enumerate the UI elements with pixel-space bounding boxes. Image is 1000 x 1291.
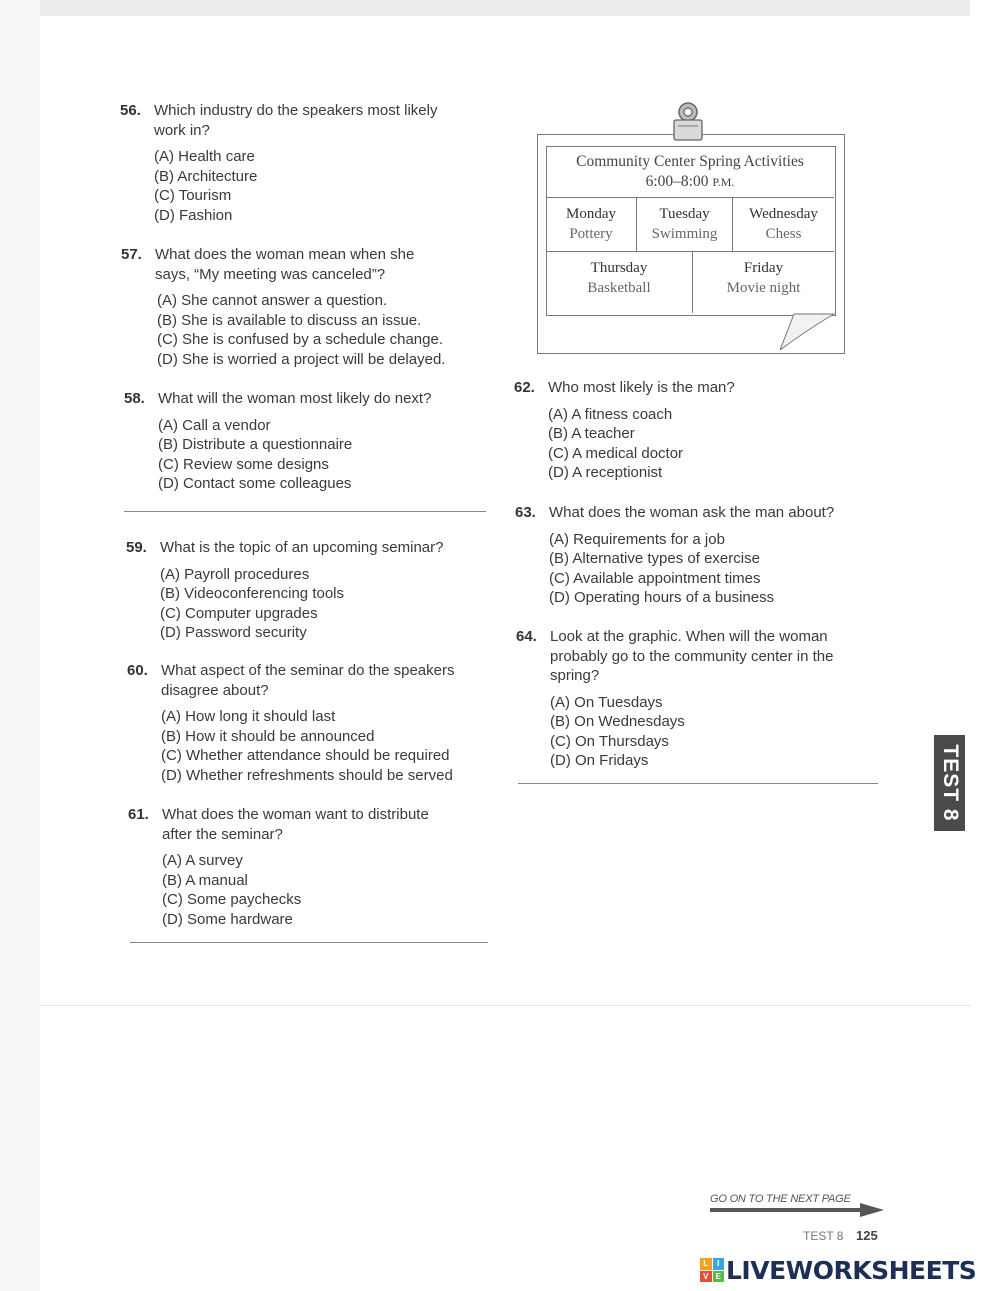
arrow-right-icon	[710, 1203, 884, 1217]
option-b[interactable]: (B) How it should be announced	[161, 727, 375, 745]
option-d[interactable]: (D) Password security	[160, 624, 307, 641]
schedule-time: 6:00–8:00 P.M.	[645, 173, 735, 190]
option-c[interactable]: (C) Available appointment times	[549, 569, 761, 587]
footer-test-label: TEST 8	[803, 1229, 844, 1243]
question-61	[128, 805, 429, 929]
option-d[interactable]: (D) Some hardware	[162, 910, 293, 928]
option-d[interactable]: (D) Contact some colleagues	[158, 475, 352, 492]
question-stem: What does the woman ask the man about?	[549, 504, 835, 521]
option-a[interactable]: (A) On Tuesdays	[550, 693, 663, 711]
answer-options	[157, 291, 445, 369]
answer-options	[160, 565, 443, 643]
option-b[interactable]: (B) Videoconferencing tools	[160, 585, 344, 602]
question-number: 59.	[126, 539, 147, 556]
option-c[interactable]: (C) She is confused by a schedule change.	[157, 331, 444, 348]
page-number: 125	[856, 1228, 878, 1243]
question-number: 62.	[514, 379, 535, 396]
option-b[interactable]: (B) She is available to discuss an issue.	[157, 311, 422, 329]
answer-options	[549, 530, 834, 608]
question-stem: Look at the graphic. When will the woman probably go to the community center in the spring?	[550, 628, 834, 684]
page-curl-icon	[780, 312, 840, 352]
liveworksheets-brand	[700, 1252, 976, 1288]
schedule-cell-tuesday: Tuesday Swimming	[636, 198, 732, 251]
option-a[interactable]: (A) Payroll procedures	[160, 565, 310, 583]
schedule-title: Community Center Spring Activities	[576, 153, 804, 170]
page-edge-shade	[0, 0, 40, 1291]
binder-clip-icon	[668, 100, 708, 142]
answer-options	[550, 693, 834, 771]
option-d[interactable]: (D) A receptionist	[548, 464, 663, 481]
question-stem: What will the woman most likely do next?	[158, 390, 432, 407]
activity-schedule	[546, 146, 834, 313]
option-d[interactable]: (D) Operating hours of a business	[549, 589, 775, 606]
option-a[interactable]: (A) How long it should last	[161, 708, 336, 725]
question-number: 63.	[515, 504, 536, 521]
question-number: 60.	[127, 662, 148, 679]
option-d[interactable]: (D) Fashion	[154, 206, 233, 224]
go-on-next-page-text: GO ON TO THE NEXT PAGE	[710, 1193, 851, 1205]
question-63	[515, 503, 834, 608]
option-a[interactable]: (A) She cannot answer a question.	[157, 292, 388, 309]
option-c[interactable]: (C) Some paychecks	[162, 891, 302, 908]
page-top-shade	[40, 0, 970, 16]
schedule-cell-thursday: Thursday Basketball	[587, 260, 651, 296]
question-56	[120, 101, 437, 225]
option-c[interactable]: (C) Tourism	[154, 187, 232, 204]
question-60	[127, 661, 455, 785]
schedule-row-1	[546, 198, 834, 252]
question-62	[514, 378, 735, 483]
option-c[interactable]: (C) Whether attendance should be required	[161, 747, 450, 764]
question-stem: Who most likely is the man?	[548, 379, 735, 396]
schedule-row-2	[546, 252, 834, 313]
test-section-tab	[934, 735, 965, 831]
question-stem: What aspect of the seminar do the speakers disagree about?	[161, 662, 455, 699]
option-c[interactable]: (C) A medical doctor	[548, 444, 684, 462]
option-b[interactable]: (B) Architecture	[154, 167, 258, 185]
question-number: 64.	[516, 628, 537, 645]
question-stem: What does the woman mean when she says, “My meeting was canceled”?	[155, 246, 415, 283]
question-stem: What is the topic of an upcoming seminar?	[160, 539, 444, 556]
section-divider	[130, 942, 488, 943]
question-number: 56.	[120, 102, 141, 119]
answer-options	[158, 416, 431, 494]
option-a[interactable]: (A) A fitness coach	[548, 405, 673, 423]
section-divider	[124, 511, 486, 512]
option-b[interactable]: (B) Distribute a questionnaire	[158, 436, 353, 453]
schedule-cell-wednesday: Wednesday Chess	[732, 198, 834, 251]
option-c[interactable]: (C) Computer upgrades	[160, 604, 318, 622]
answer-options	[162, 851, 429, 929]
option-b[interactable]: (B) Alternative types of exercise	[549, 550, 760, 567]
section-divider	[518, 783, 878, 784]
option-a[interactable]: (A) Call a vendor	[158, 416, 271, 434]
question-stem: What does the woman want to distribute after the seminar?	[162, 806, 429, 843]
option-d[interactable]: (D) She is worried a project will be delayed.	[157, 350, 446, 368]
option-b[interactable]: (B) A manual	[162, 871, 248, 889]
schedule-cell-friday: Friday Movie night	[692, 252, 834, 313]
liveworksheets-logo-icon: L I V E	[700, 1258, 724, 1282]
question-stem: Which industry do the speakers most likely work in?	[154, 102, 438, 139]
option-c[interactable]: (C) Review some designs	[158, 455, 329, 473]
page-fold-line	[40, 1005, 970, 1006]
schedule-cell-monday: Monday Pottery	[566, 206, 616, 242]
option-a[interactable]: (A) Requirements for a job	[549, 530, 725, 548]
question-number: 57.	[121, 246, 142, 263]
option-a[interactable]: (A) Health care	[154, 148, 255, 165]
schedule-header	[546, 146, 834, 198]
option-b[interactable]: (B) A teacher	[548, 425, 635, 442]
question-64	[516, 627, 834, 771]
question-number: 61.	[128, 806, 149, 823]
option-c[interactable]: (C) On Thursdays	[550, 732, 669, 750]
answer-options	[154, 147, 437, 225]
answer-options	[161, 707, 455, 785]
brand-name: LIVEWORKSHEETS	[726, 1255, 977, 1285]
answer-options	[548, 405, 735, 483]
question-59	[126, 538, 443, 643]
question-number: 58.	[124, 390, 145, 407]
test-tab-label: TEST 8	[938, 744, 962, 822]
option-d[interactable]: (D) On Fridays	[550, 752, 649, 769]
option-b[interactable]: (B) On Wednesdays	[550, 713, 685, 730]
question-57	[121, 245, 445, 369]
question-58	[124, 389, 431, 494]
option-d[interactable]: (D) Whether refreshments should be served	[161, 766, 453, 784]
option-a[interactable]: (A) A survey	[162, 852, 243, 869]
